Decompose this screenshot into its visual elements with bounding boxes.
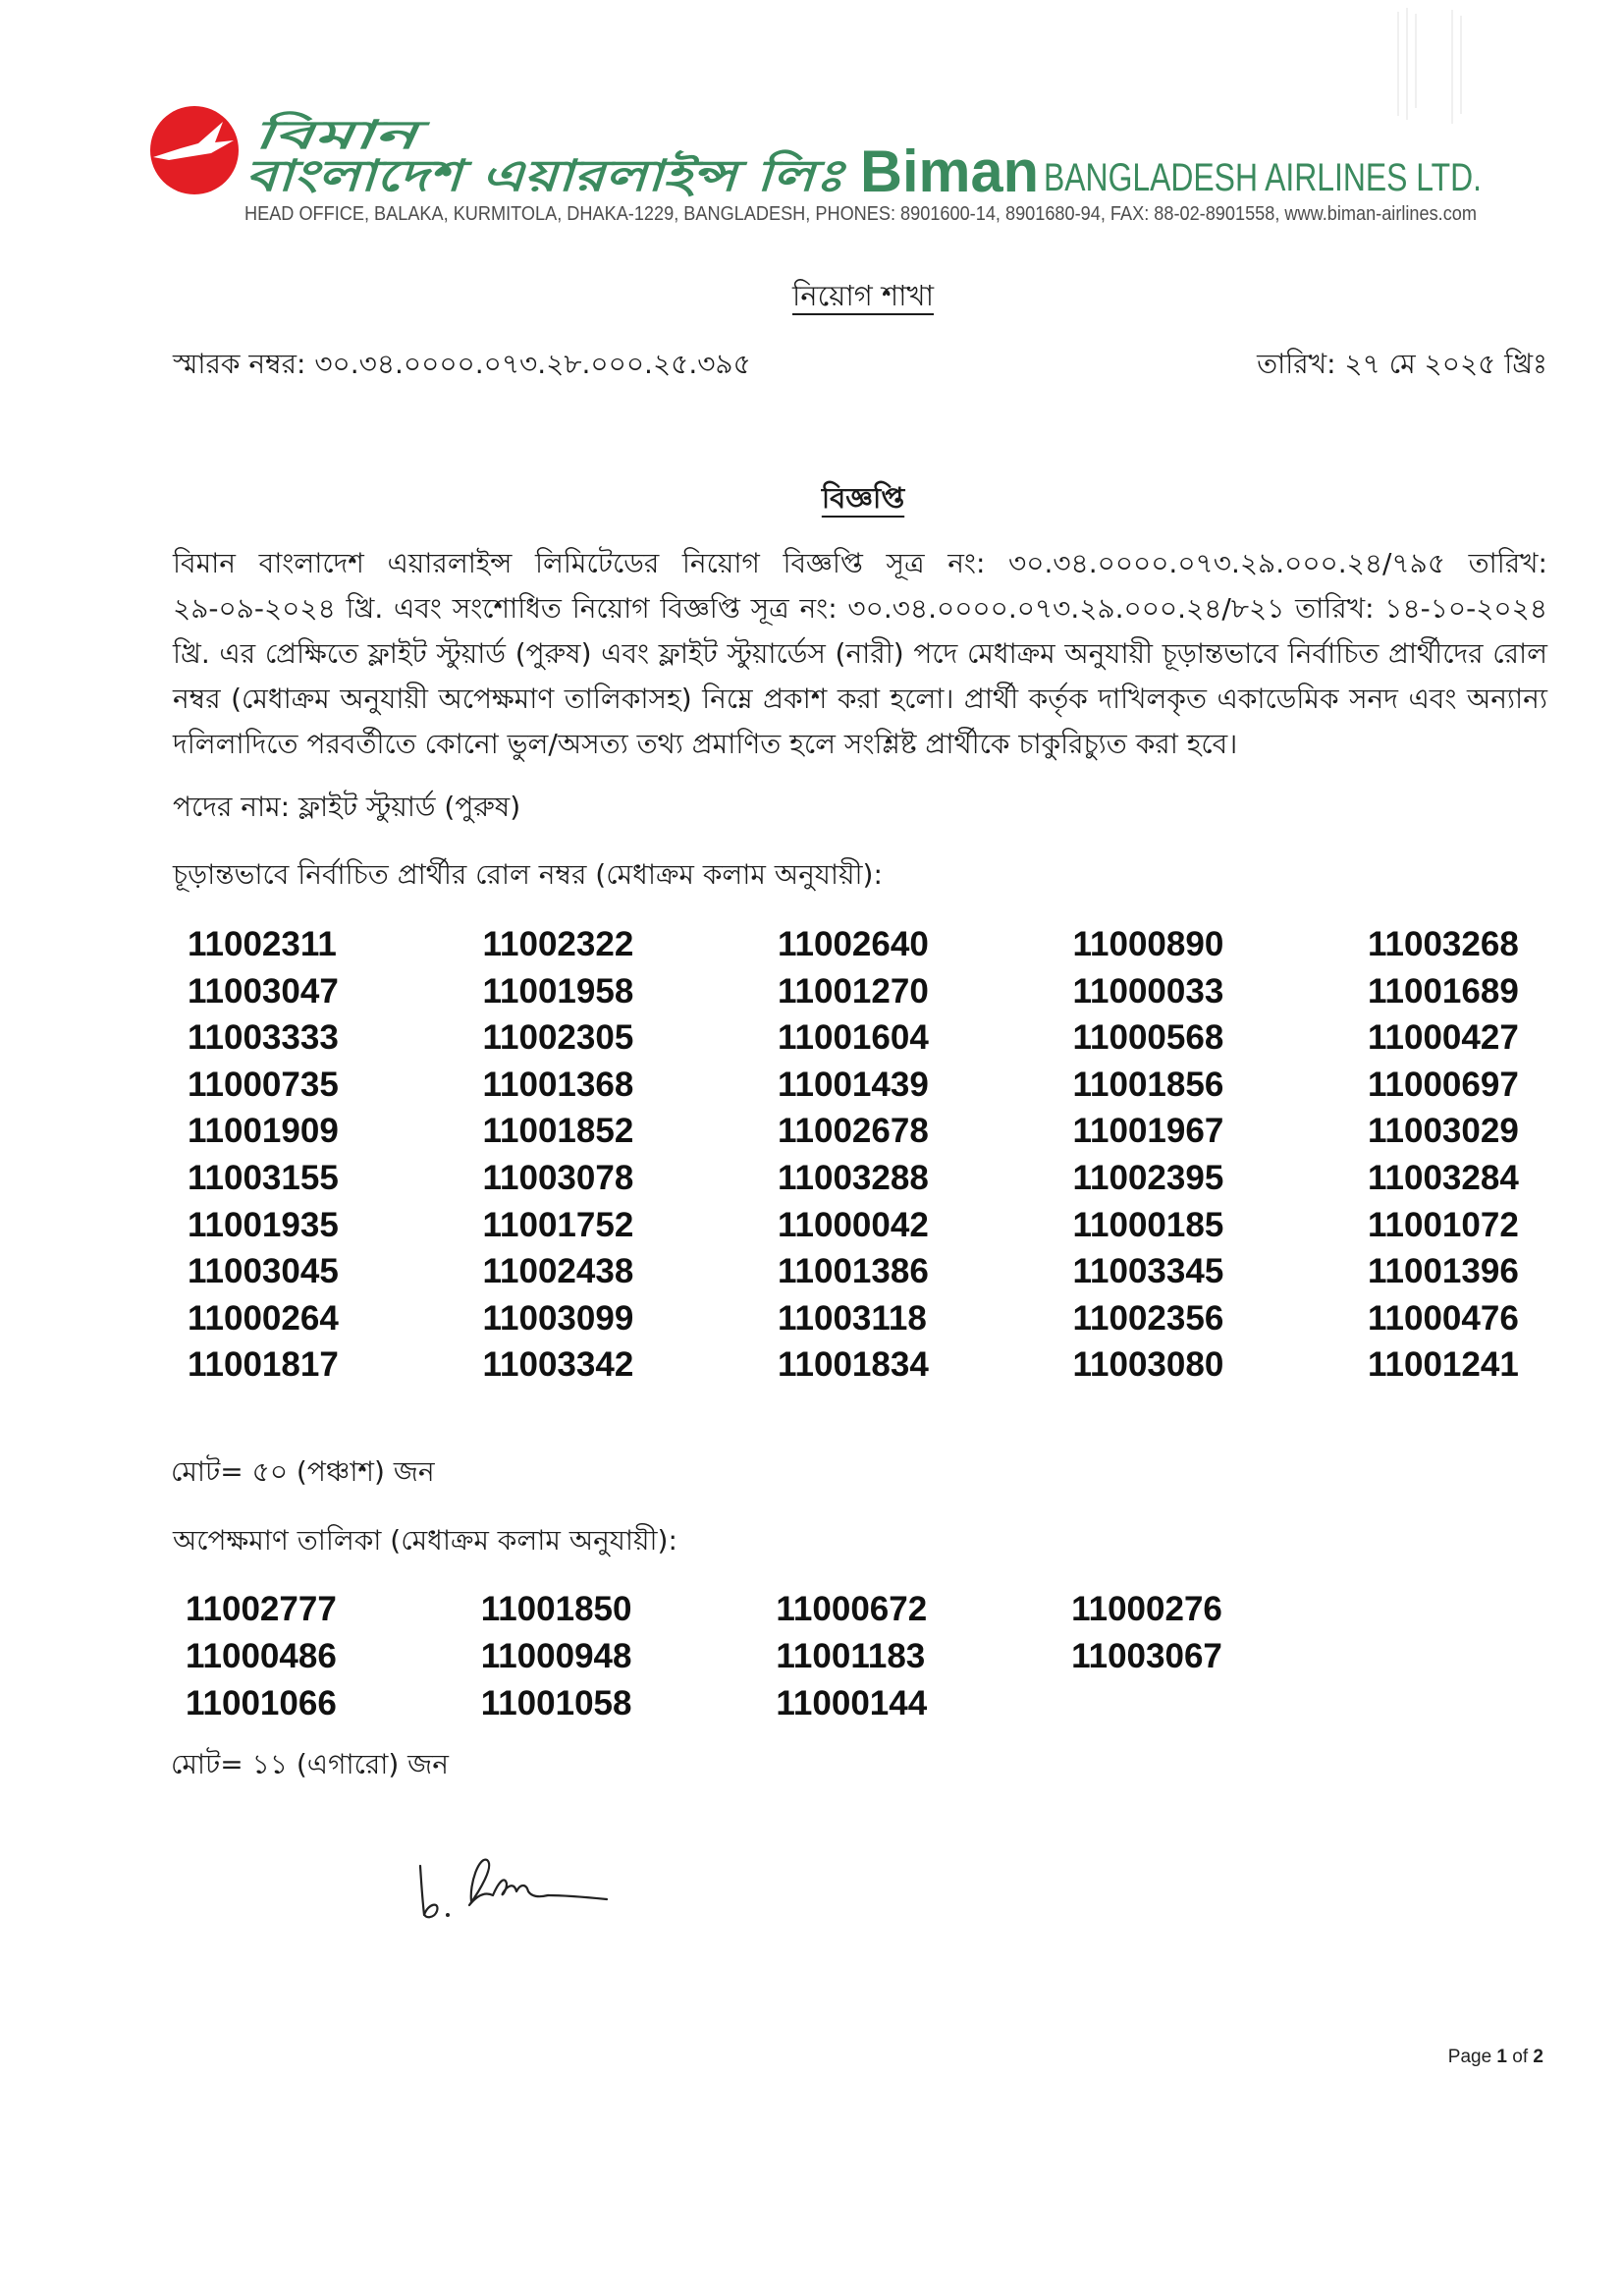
selected-roll-number: 11001689 [1368, 971, 1519, 1011]
waiting-roll-number: 11003067 [1071, 1637, 1222, 1675]
selected-roll-number: 11001439 [778, 1065, 929, 1104]
waiting-roll-number: 11002777 [186, 1590, 337, 1628]
waiting-roll-grid [186, 1586, 1364, 1733]
selected-roll-number: 11003342 [482, 1345, 634, 1385]
selected-roll-number: 11002640 [778, 925, 929, 963]
selected-roll-number: 11001834 [778, 1345, 929, 1385]
selected-roll-number: 11000890 [1072, 925, 1224, 963]
memo-reference-number: স্মারক নম্বর: ৩০.৩৪.০০০০.০৭৩.২৮.০০০.২৫.৩৯৫ [173, 348, 751, 380]
selected-roll-number: 11000264 [188, 1298, 339, 1338]
selected-roll-number: 11001072 [1368, 1205, 1519, 1244]
waiting-roll-number: 11001066 [186, 1684, 337, 1722]
selected-roll-number: 11003333 [188, 1018, 339, 1058]
selected-roll-number: 11000042 [778, 1205, 929, 1244]
signature-name-stroke [469, 1860, 548, 1905]
waiting-roll-number: 11000486 [186, 1637, 337, 1675]
selected-roll-number: 11003080 [1072, 1345, 1224, 1385]
selected-roll-number: 11001935 [188, 1205, 339, 1244]
selected-roll-grid [188, 921, 1562, 1393]
waiting-roll-number: 11001183 [776, 1637, 926, 1675]
selected-roll-number: 11001967 [1072, 1112, 1224, 1151]
total-pages: 2 [1533, 2047, 1543, 2067]
waiting-roll-number: 11001058 [480, 1684, 632, 1722]
selected-roll-number: 11002311 [188, 925, 337, 963]
selected-roll-number: 11003345 [1072, 1252, 1224, 1291]
signature-icon [410, 1844, 617, 1927]
selected-roll-number: 11003045 [188, 1252, 339, 1291]
of-word: of [1512, 2047, 1529, 2067]
waiting-roll-number: 11000276 [1071, 1590, 1222, 1628]
selected-roll-number: 11001958 [482, 971, 634, 1011]
selected-roll-number: 11000185 [1072, 1205, 1224, 1244]
scan-artifact [1398, 8, 1461, 124]
signature-initial-stroke [420, 1866, 437, 1917]
logo-bengali-line1: বিমান [253, 113, 344, 158]
selected-roll-number: 11001604 [778, 1018, 929, 1058]
waiting-total: মোট= ১১ (এগারো) জন [171, 1748, 449, 1780]
selected-roll-number: 11002395 [1072, 1159, 1224, 1197]
selected-roll-number: 11002356 [1072, 1298, 1224, 1338]
selected-roll-number: 11000697 [1368, 1065, 1519, 1104]
selected-roll-number: 11003288 [778, 1159, 929, 1197]
signature-dot [446, 1913, 450, 1917]
signature-tail-stroke [548, 1895, 607, 1899]
post-name: পদের নাম: ফ্লাইট স্টুয়ার্ড (পুরুষ) [173, 791, 521, 823]
selected-roll-number: 11001909 [188, 1112, 339, 1151]
selected-roll-number: 11003268 [1368, 925, 1519, 963]
selected-roll-number: 11000427 [1368, 1018, 1519, 1058]
waiting-roll-number: 11000144 [776, 1684, 928, 1722]
selected-total: মোট= ৫০ (পঞ্চাশ) জন [171, 1455, 435, 1488]
selected-roll-number: 11001396 [1368, 1252, 1519, 1291]
page-number [1448, 2046, 1543, 2069]
selected-roll-number: 11001241 [1368, 1345, 1519, 1385]
selected-roll-number: 11002438 [482, 1252, 634, 1291]
selected-roll-number: 11003099 [482, 1298, 634, 1338]
selected-roll-number: 11003284 [1368, 1159, 1519, 1197]
selected-roll-number: 11001386 [778, 1252, 929, 1291]
notice-title: বিজ্ঞপ্তি [821, 481, 905, 515]
selected-roll-number: 11003029 [1368, 1112, 1519, 1151]
selected-list-heading: চূড়ান্তভাবে নির্বাচিত প্রার্থীর রোল নম্বর (মেধাক্রম কলাম অনুযায়ী): [173, 858, 883, 891]
selected-roll-number: 11000476 [1368, 1298, 1519, 1338]
selected-roll-number: 11001752 [482, 1205, 634, 1244]
selected-roll-number: 11003155 [188, 1159, 339, 1197]
selected-roll-number: 11001368 [482, 1065, 634, 1104]
selected-roll-number: 11000033 [1072, 971, 1224, 1011]
selected-roll-number: 11000568 [1072, 1018, 1224, 1058]
selected-roll-number: 11002305 [482, 1018, 634, 1058]
memo-date: তারিখ: ২৭ মে ২০২৫ খ্রিঃ [1257, 348, 1547, 380]
brand-suffix: BANGLADESH AIRLINES LTD. [1044, 156, 1482, 199]
brand-name: Biman [860, 138, 1039, 204]
selected-roll-number: 11003118 [778, 1298, 927, 1338]
selected-roll-number: 11002322 [482, 925, 634, 963]
selected-roll-number: 11000735 [188, 1065, 339, 1104]
head-office-address: HEAD OFFICE, BALAKA, KURMITOLA, DHAKA-1229, BANGLADESH, PHONES: 8901600-14, 8901680-94, FAX: 88-02-8901558, www.biman-airlines.com [244, 203, 1477, 225]
selected-roll-number: 11003047 [188, 971, 339, 1011]
page-word: Page [1447, 2047, 1492, 2067]
current-page: 1 [1496, 2047, 1507, 2067]
biman-bird-logo-icon [150, 106, 239, 194]
logo-bengali-line2: বাংলাদেশ এয়ারলাইন্স লিঃ [245, 151, 705, 201]
waiting-roll-number: 11001850 [480, 1590, 632, 1628]
letterhead [0, 0, 1623, 236]
selected-roll-number: 11002678 [778, 1112, 929, 1151]
selected-roll-number: 11001852 [482, 1112, 634, 1151]
waiting-roll-number: 11000948 [480, 1637, 632, 1675]
waiting-roll-number: 11000672 [776, 1590, 928, 1628]
department-heading: নিয়োগ শাখা [792, 279, 934, 312]
selected-roll-number: 11001270 [778, 971, 929, 1011]
waiting-list-heading: অপেক্ষমাণ তালিকা (মেধাক্রম কলাম অনুযায়ী): [173, 1524, 677, 1557]
selected-roll-number: 11001817 [188, 1345, 339, 1385]
selected-roll-number: 11001856 [1072, 1065, 1224, 1104]
selected-roll-number: 11003078 [482, 1159, 634, 1197]
notice-body-paragraph: বিমান বাংলাদেশ এয়ারলাইন্স লিমিটেডের নিয়োগ বিজ্ঞপ্তি সূত্র নং: ৩০.৩৪.০০০০.০৭৩.২৯.০০০.২৪/৭৯৫ তারিখ: ২৯-০৯-২০২৪ খ্রি. এবং সংশোধিত নিয়োগ বিজ্ঞপ্তি সূত্র নং: ৩০.৩৪.০০০০.০৭৩.২৯.০০০.২৪/৮২১ তারিখ: ১৪-১০-২০২৪ খ্রি. এর প্রেক্ষিতে ফ্লাইট স্টুয়ার্ড (পুরুষ) এবং ফ্লাইট স্টুয়ার্ডেস (নারী) পদে মেধাক্রম অনুযায়ী চূড়ান্তভাবে নির্বাচিত প্রার্থীদের রোল নম্বর (মেধাক্রম অনুযায়ী অপেক্ষমাণ তালিকাসহ) নিম্নে প্রকাশ করা হলো। প্রার্থী কর্তৃক দাখিলকৃত একাডেমিক সনদ এবং অন্যান্য দলিলাদিতে পরবর্তীতে কোনো ভুল/অসত্য তথ্য প্রমাণিত হলে সংশ্লিষ্ট প্রার্থীকে চাকুরিচ্যুত করা হবে। [173, 547, 1547, 760]
